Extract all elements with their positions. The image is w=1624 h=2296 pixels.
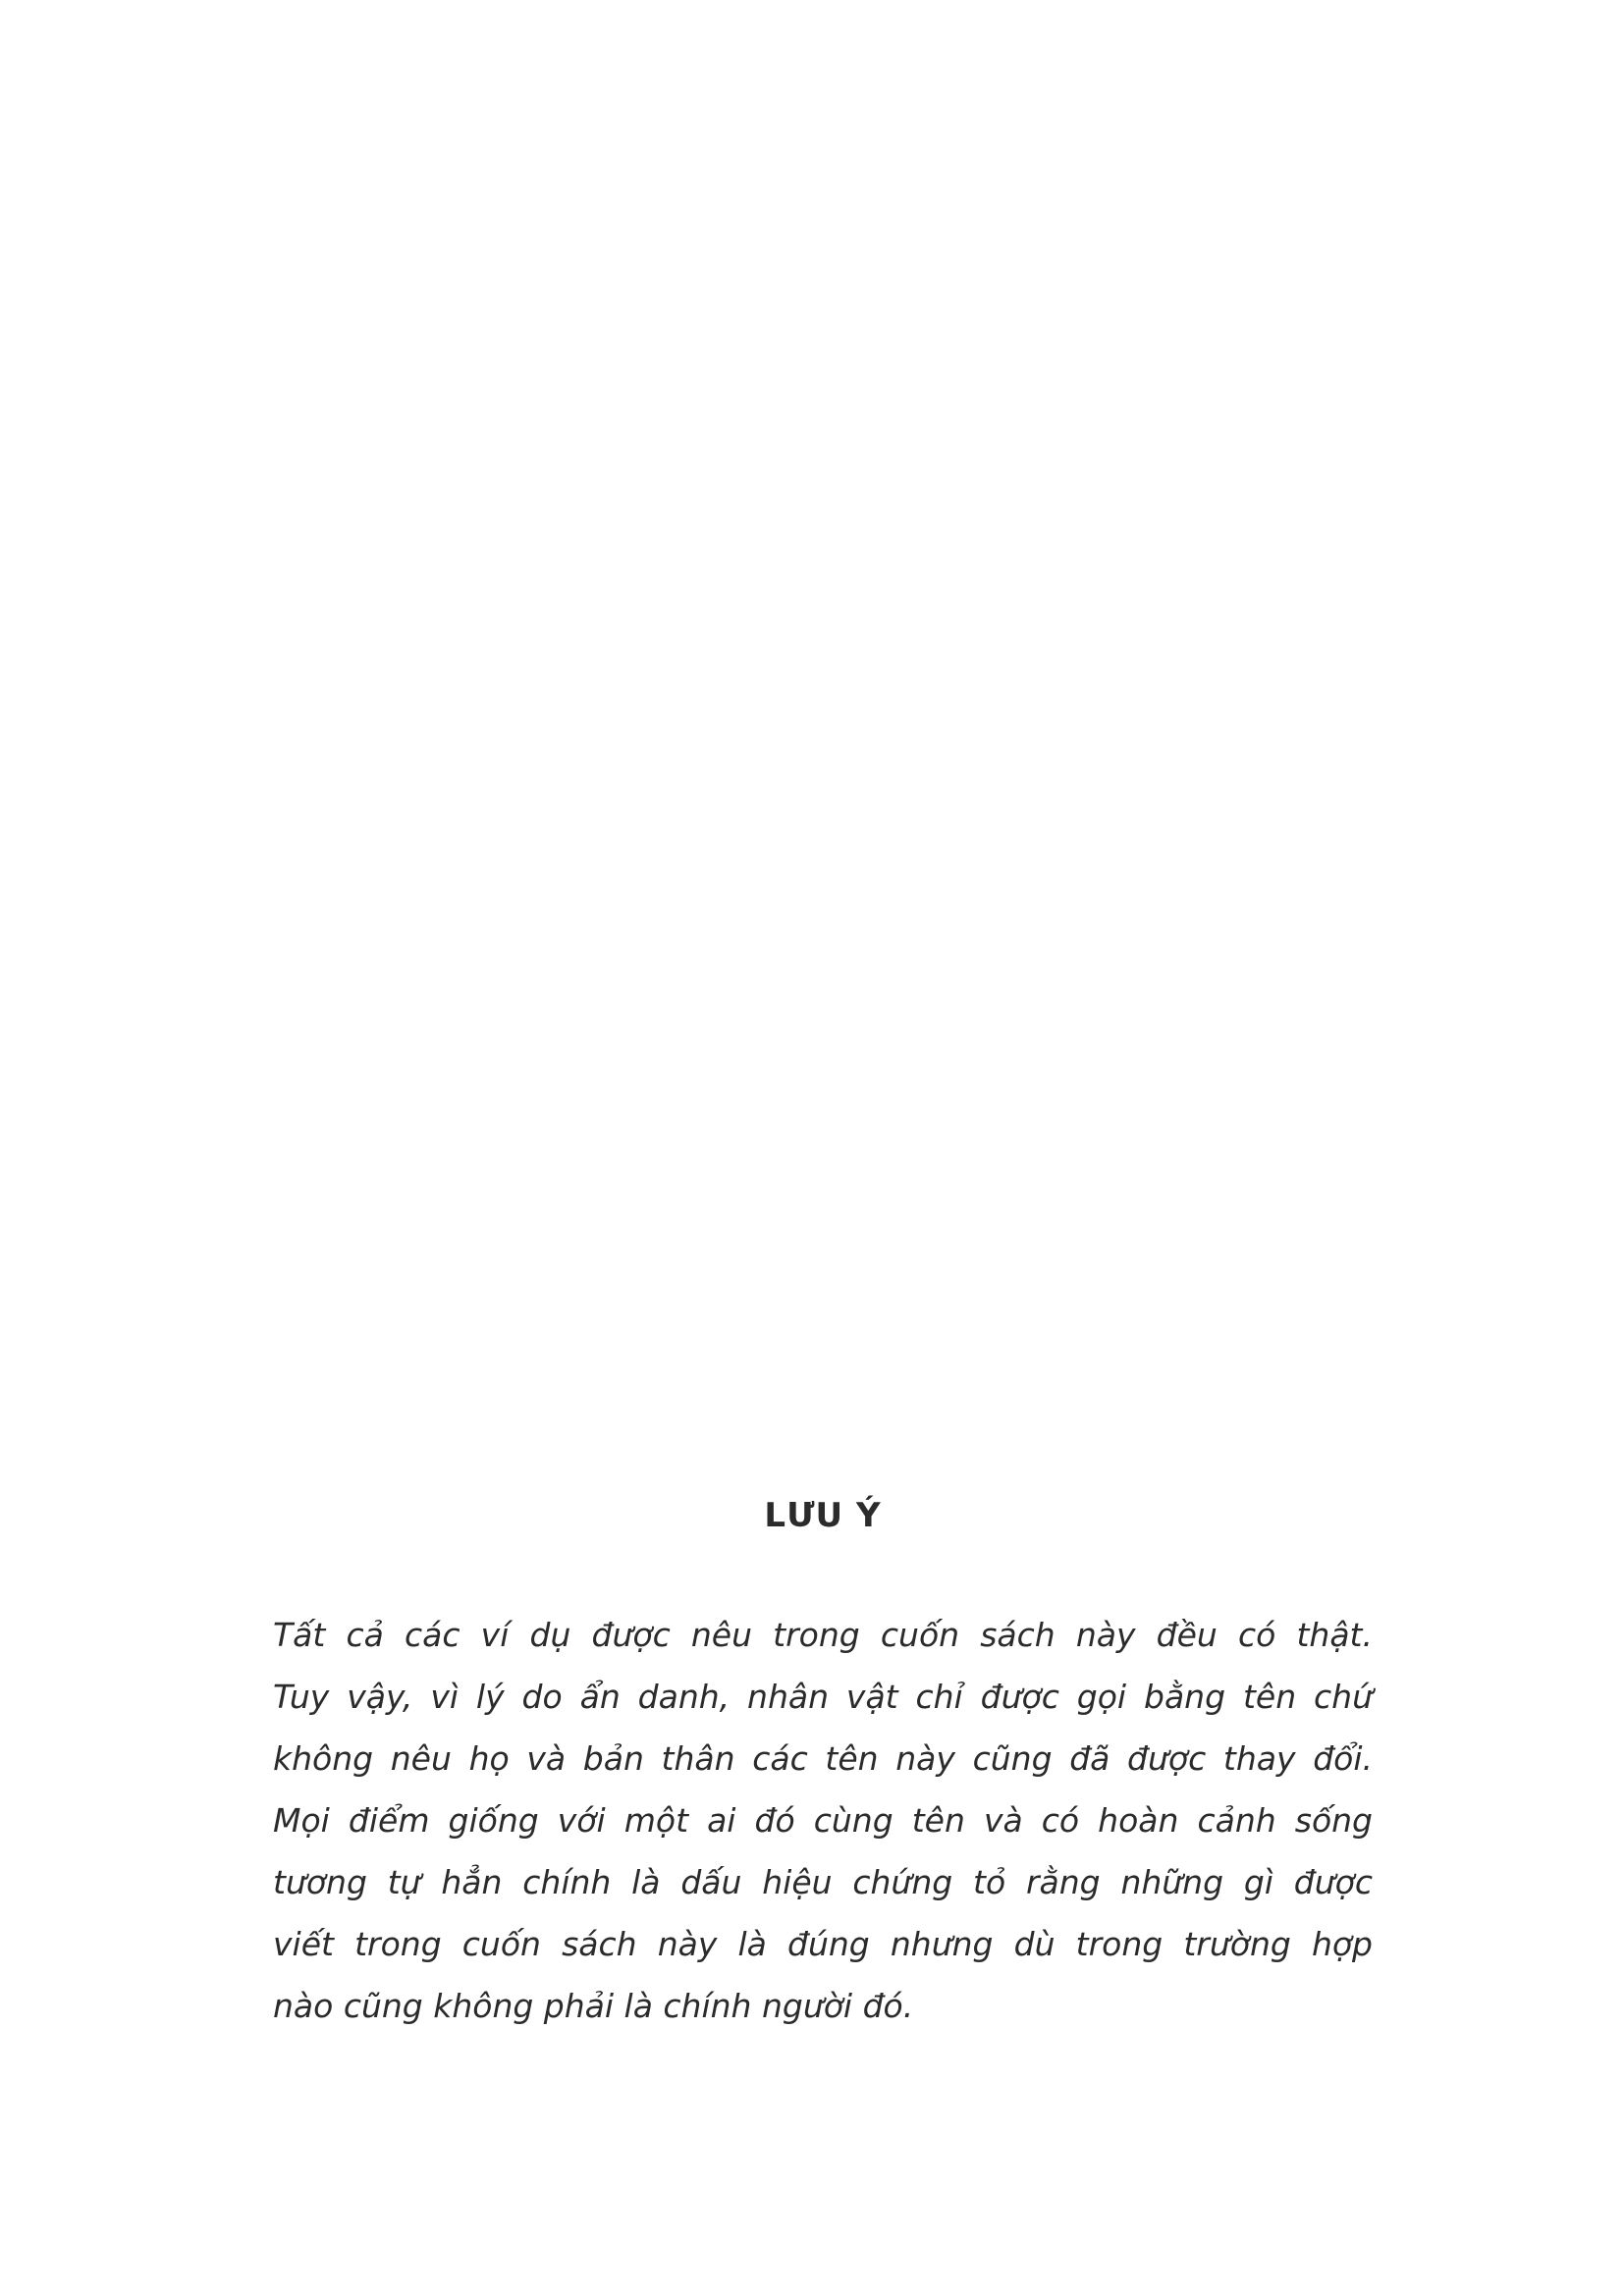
note-line: nào cũng không phải là chính người đó. — [273, 1987, 914, 2025]
note-line: Mọi điểm giống với một ai đó cùng tên và có hoàn cảnh sống — [273, 1801, 1373, 1840]
note-section — [273, 1492, 1373, 2037]
note-title: LƯU Ý — [764, 1496, 882, 1535]
note-body — [273, 1604, 1373, 2037]
note-line: viết trong cuốn sách này là đúng nhưng dù trong trường hợp — [273, 1925, 1373, 1963]
note-line: không nêu họ và bản thân các tên này cũng đã được thay đổi. — [273, 1739, 1373, 1778]
note-line: Tuy vậy, vì lý do ẩn danh, nhân vật chỉ được gọi bằng tên chứ — [273, 1678, 1373, 1716]
note-line: Tất cả các ví dụ được nêu trong cuốn sách này đều có thật. — [273, 1616, 1373, 1654]
note-line: tương tự hẳn chính là dấu hiệu chứng tỏ rằng những gì được — [273, 1863, 1373, 1901]
